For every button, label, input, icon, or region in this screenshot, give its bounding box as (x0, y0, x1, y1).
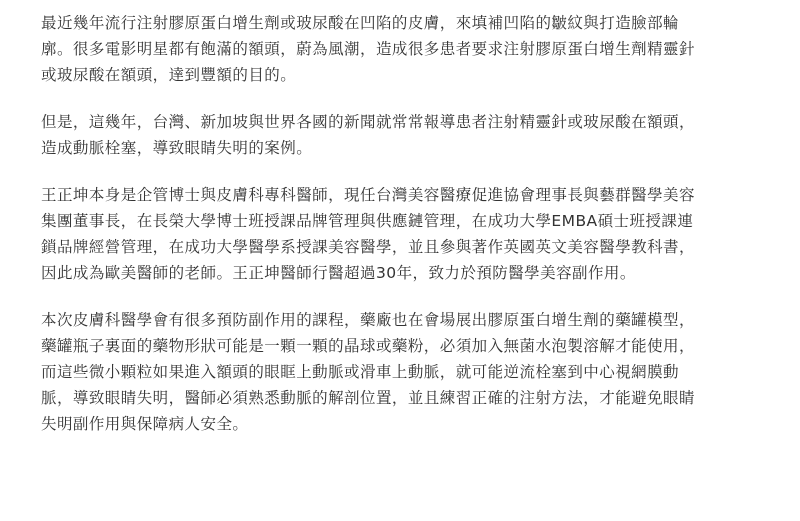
paragraph-4 (41, 307, 761, 437)
paragraph-line: 但是，這幾年，台灣、新加坡與世界各國的新聞就常常報導患者注射精靈針或玻尿酸在額頭， (41, 113, 695, 131)
paragraph-1 (41, 10, 761, 88)
paragraph-3 (41, 182, 761, 286)
paragraph-line: 集團董事長，在長榮大學博士班授課品牌管理與供應鏈管理，在成功大學EMBA碩士班授課連 (41, 212, 694, 230)
paragraph-line: 藥罐瓶子裏面的藥物形狀可能是一顆一顆的晶球或藥粉，必須加入無菌水泡製溶解才能使用， (41, 337, 695, 355)
paragraph-line: 而這些微小顆粒如果進入額頭的眼眶上動脈或滑車上動脈，就可能逆流栓塞到中心視網膜動 (41, 363, 680, 381)
paragraph-line: 最近幾年流行注射膠原蛋白增生劑或玻尿酸在凹陷的皮膚，來填補凹陷的皺紋與打造臉部輪 (41, 14, 680, 32)
paragraph-line: 因此成為歐美醫師的老師。王正坤醫師行醫超過30年，致力於預防醫學美容副作用。 (41, 264, 636, 282)
paragraph-line: 廓。很多電影明星都有飽滿的額頭，蔚為風潮，造成很多患者要求注射膠原蛋白增生劑精靈針 (41, 40, 695, 58)
paragraph-line: 造成動脈栓塞，導致眼睛失明的案例。 (41, 139, 313, 157)
article-body (41, 10, 761, 437)
paragraph-line: 失明副作用與保障病人安全。 (41, 415, 249, 433)
paragraph-line: 脈，導致眼睛失明，醫師必須熟悉動脈的解剖位置，並且練習正確的注射方法，才能避免眼睛 (41, 389, 695, 407)
paragraph-line: 本次皮膚科醫學會有很多預防副作用的課程，藥廠也在會場展出膠原蛋白增生劑的藥罐模型， (41, 311, 695, 329)
paragraph-2 (41, 109, 761, 161)
paragraph-line: 或玻尿酸在額頭，達到豐額的目的。 (41, 66, 297, 84)
paragraph-line: 鎖品牌經營管理，在成功大學醫學系授課美容醫學，並且參與著作英國英文美容醫學教科書， (41, 238, 695, 256)
paragraph-line: 王正坤本身是企管博士與皮膚科專科醫師，現任台灣美容醫療促進協會理事長與藝群醫學美容 (41, 186, 695, 204)
